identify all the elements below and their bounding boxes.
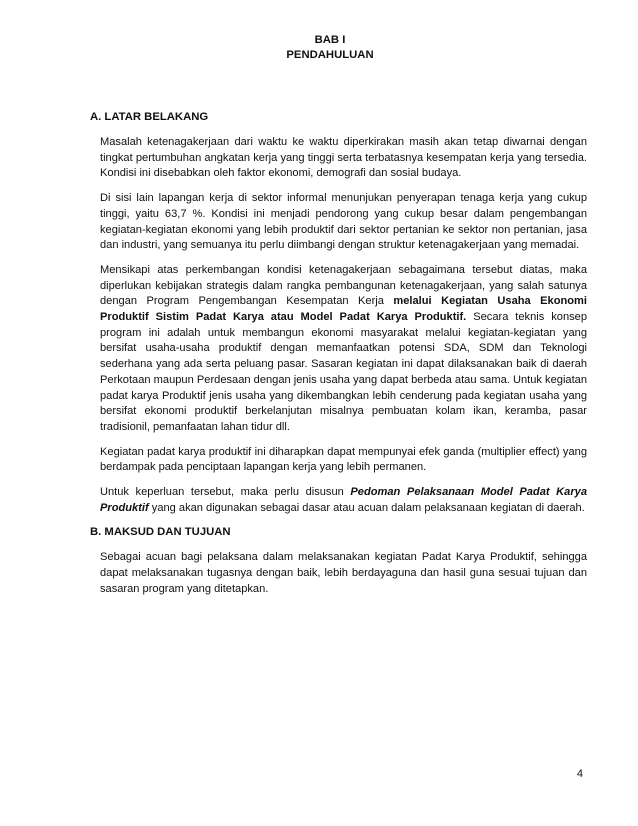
paragraph-5-bold-italic-text: Pedoman Pelaksanaan Model Padat Karya Produktif	[100, 486, 587, 514]
section-a-paragraph-3	[100, 263, 587, 436]
section-b-title: B. MAKSUD DAN TUJUAN	[90, 526, 231, 539]
page-number: 4	[576, 768, 583, 780]
chapter-title: PENDAHULUAN	[286, 49, 374, 61]
section-a-paragraph-5	[100, 485, 587, 516]
section-b-paragraph-1: Sebagai acuan bagi pelaksana dalam melaksanakan kegiatan Padat Karya Produktif, sehingga dapat melaksanakan tugasnya dengan baik, lebih berdayaguna dan hasil guna sesuai tujuan dan sasaran program yang ditetapkan.	[100, 551, 587, 595]
section-a-paragraph-4: Kegiatan padat karya produktif ini diharapkan dapat mempunyai efek ganda (multiplier effect) yang berdampak pada penciptaan lapangan kerja yang lebih permanen.	[100, 445, 587, 474]
chapter-number: BAB I	[314, 34, 346, 46]
paragraph-5-text-start: Untuk keperluan tersebut, maka perlu disusun	[100, 486, 351, 499]
section-a-title: A. LATAR BELAKANG	[90, 111, 209, 123]
paragraph-3-text-start: Mensikapi atas perkembangan kondisi ketenagakerjaan sebagaimana tersebut diatas, maka diperlukan kebijakan strategis dalam rangka pembangunan ketenagakerjaan, yang salah satunya dengan Program Pengembangan Kesempatan Kerja	[100, 263, 587, 308]
paragraph-3-text-end: Secara teknis konsep program ini adalah untuk membangun ekonomi masyarakat melalui kegiatan-kegiatan yang bersifat usaha-usaha produktif dengan memanfaatkan potensi SDA, SDM dan Teknologi sederhana yang ada serta peluang pasar. Sasaran kegiatan ini dapat dilaksanakan baik di daerah Perkotaan maupun Perdesaan dengan jenis usaha yang dapat berbeda atau sama. Untuk kegiatan padat karya Produktif jenis usaha yang dikembangkan lebih cenderung pada kegiatan usaha yang bersifat ekonomi produktif berkelanjutan misalnya pembuatan kolam ikan, keramba, pasar tradisionil, pemanfaatan lahan tidur dll.	[100, 311, 588, 433]
section-a-paragraph-1: Masalah ketenagakerjaan dari waktu ke waktu diperkirakan masih akan tetap diwarnai dengan tingkat pertumbuhan angkatan kerja yang tinggi serta terbatasnya kesempatan kerja yang tersedia. Kondisi ini disebabkan oleh faktor ekonomi, demografi dan sosial budaya.	[100, 136, 587, 180]
paragraph-5-text-end: yang akan digunakan sebagai dasar atau acuan dalam pelaksanaan kegiatan di daerah.	[148, 501, 585, 514]
document-body	[90, 110, 587, 607]
section-a-paragraph-2: Di sisi lain lapangan kerja di sektor informal menunjukan penyerapan tenaga kerja yang cukup tinggi, yaitu 63,7 %. Kondisi ini menjadi pendorong yang cukup besar dalam pengembangan kegiatan-kegiatan ekonomi yang lebih produktif dari sektor pertanian ke sektor non pertanian, jasa dan industri, yang semuanya itu perlu diimbangi dengan struktur ketenagakerjaan yang memadai.	[100, 192, 587, 252]
paragraph-3-bold-text: melalui Kegiatan Usaha Ekonomi Produktif Sistim Padat Karya atau Model Padat Karya Produktif.	[100, 295, 587, 324]
chapter-heading	[0, 33, 638, 63]
